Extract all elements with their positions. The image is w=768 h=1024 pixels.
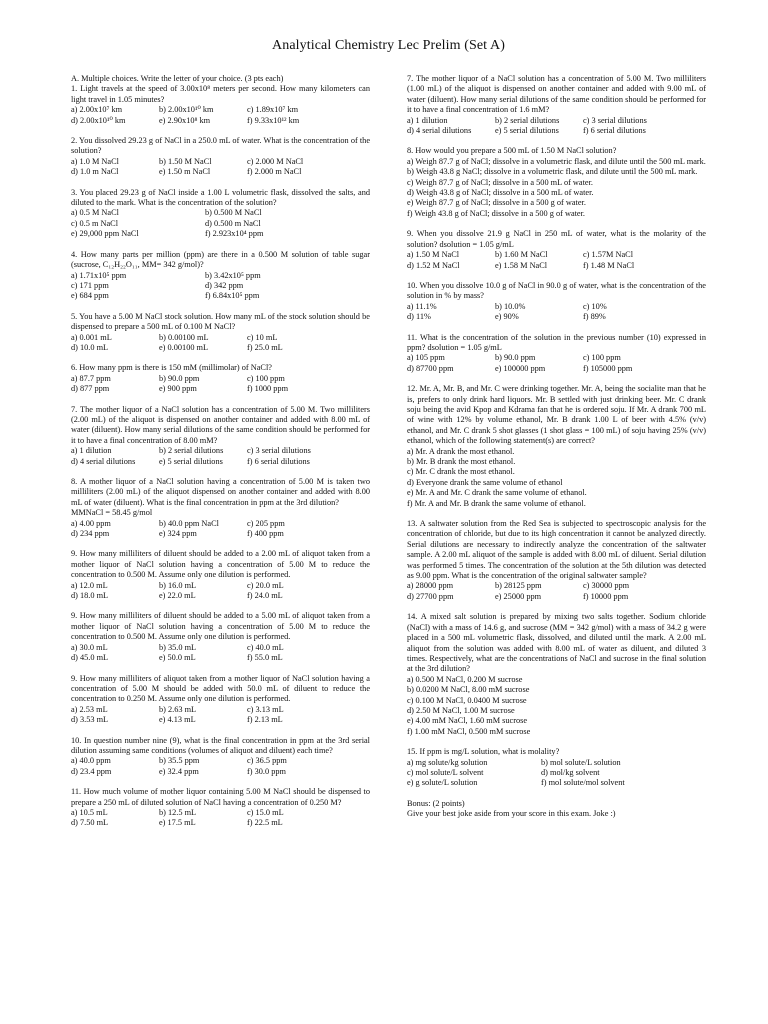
answer-option: f) 25.0 mL [247, 342, 283, 352]
answer-option: e) 1.58 M NaCl [495, 260, 548, 270]
answer-option: d) Everyone drank the same volume of ethanol [407, 477, 563, 487]
question-item [71, 250, 370, 302]
answer-option: b) 1.60 M NaCl [495, 250, 548, 260]
answer-option: e) 5 serial dilutions [495, 126, 559, 136]
answer-option: f) 24.0 mL [247, 591, 283, 601]
answer-option: e) Weigh 87.7 g of NaCl; dissolve in a 500 g of water. [407, 198, 586, 208]
answer-option: a) 2.53 mL [71, 704, 108, 714]
answer-option: e) 900 ppm [159, 384, 197, 394]
answer-option: e) 5 serial dilutions [159, 456, 223, 466]
question-item [71, 136, 370, 178]
answer-option: f) mol solute/mol solvent [541, 778, 625, 788]
answer-options [407, 116, 706, 137]
answer-option: a) 30.0 mL [71, 642, 108, 652]
answer-option: f) Weigh 43.8 g of NaCl; dissolve in a 500 g of water. [407, 208, 585, 218]
answer-option: e) 4.13 mL [159, 715, 196, 725]
answer-option: d) 23.4 ppm [71, 766, 112, 776]
answer-option: d) 27700 ppm [407, 591, 454, 601]
answer-option: d) 11% [407, 312, 431, 322]
answer-option: a) 0.5 M NaCl [71, 208, 119, 218]
answer-option: c) 30000 ppm [583, 581, 630, 591]
answer-option: b) 35.0 mL [159, 642, 197, 652]
question-item [407, 146, 706, 219]
question-text: 2. You dissolved 29.23 g of NaCl in a 250.0 mL of water. What is the concentration of the solution? [71, 136, 370, 156]
question-item [407, 229, 706, 271]
answer-option: a) 0.001 mL [71, 332, 112, 342]
answer-option: b) Weigh 43.8 g NaCl; dissolve in a volumetric flask, and dilute until the 500 mL mark. [407, 167, 698, 177]
question-text: 14. A mixed salt solution is prepared by mixing two salts together. Sodium chloride (NaCl) with a mass of 14.6 g, and sucrose (MM = 342 g/mol) with a mass of 34.2 g were placed in a 500 mL volumetric flask, dissolved, and diluted until the mark. A 2.00 mL aliquot from the solution was added with 8.00 mL of water as diluent, and diluted 3 times. Respectively, what are the concentrations of NaCl and sucrose in the final solution at the 3rd dilution? [407, 612, 706, 674]
question-text: 7. The mother liquor of a NaCl solution has a concentration of 5.00 M. Two milliliters (1.00 mL) of the aliquot is dispensed on another container and added with 9.00 mL of water (diluent). How many serial dilutions of the same condition should be performed for it to have a final concentration of 1.6 mM? [407, 74, 706, 115]
answer-options [71, 333, 370, 354]
instructions: A. Multiple choices. Write the letter of your choice. (3 pts each) [71, 74, 284, 83]
answer-option: c) 20.0 mL [247, 580, 284, 590]
answer-option: a) 11.1% [407, 301, 437, 311]
answer-options [71, 374, 370, 395]
question-text: 4. How many parts per million (ppm) are there in a 0.500 M solution of table sugar (sucrose, C₁₂H₂₂O₁₁, MM= 342 g/mol)? [71, 249, 370, 270]
answer-option: a) 1.71x10⁵ ppm [71, 270, 127, 280]
answer-option: b) 90.0 ppm [159, 373, 200, 383]
answer-option: f) 10000 ppm [583, 591, 629, 601]
answer-option: f) 1.48 M NaCl [583, 260, 635, 270]
answer-option: e) 25000 ppm [495, 591, 542, 601]
answer-option: d) 7.50 mL [71, 818, 109, 828]
columns [71, 74, 706, 839]
answer-option: b) 2.00x10¹⁰ km [159, 105, 214, 115]
answer-option: c) 3 serial dilutions [247, 446, 311, 456]
answer-option: a) 87.7 ppm [71, 373, 111, 383]
answer-option: b) 10.0% [495, 301, 526, 311]
answer-option: b) 12.5 mL [159, 807, 197, 817]
question-item [71, 405, 370, 467]
answer-options [71, 208, 370, 239]
question-text: 3. You placed 29.23 g of NaCl inside a 1.00 L volumetric flask, dissolved the salts, and diluted to the mark. What is the concentration of the solution? [71, 187, 370, 208]
answer-option: a) 105 ppm [407, 353, 445, 363]
question-extra: MMNaCl = 58.45 g/mol [71, 508, 153, 518]
answer-option: c) 100 ppm [247, 373, 285, 383]
bonus-text: Give your best joke aside from your score in this exam. Joke :) [407, 809, 616, 819]
page-title: Analytical Chemistry Lec Prelim (Set A) [272, 38, 505, 53]
question-item [71, 736, 370, 778]
question-item [71, 611, 370, 663]
answer-option: f) 400 ppm [247, 529, 284, 539]
answer-option: c) mol solute/L solvent [407, 767, 484, 777]
answer-option: f) 22.5 mL [247, 818, 283, 828]
answer-option: c) 3 serial dilutions [583, 115, 647, 125]
answer-option: f) 55.0 mL [247, 653, 283, 663]
answer-option: c) 40.0 mL [247, 642, 284, 652]
answer-option: a) Weigh 87.7 g of NaCl; dissolve in a volumetric flask, and dilute until the 500 mL mark. [407, 156, 706, 166]
answer-option: b) 90.0 ppm [495, 353, 536, 363]
answer-option: f) 2.923x10⁴ ppm [205, 229, 264, 239]
answer-option: b) 2 serial dilutions [159, 446, 224, 456]
answer-option: c) 171 ppm [71, 280, 109, 290]
answer-option: a) 10.5 mL [71, 807, 108, 817]
answer-option: d) 1.52 M NaCl [407, 260, 460, 270]
question-item [71, 674, 370, 726]
answer-option: d) 10.0 mL [71, 342, 109, 352]
question-item [407, 281, 706, 323]
answer-option: c) Weigh 87.7 g of NaCl; dissolve in a 500 mL of water. [407, 177, 593, 187]
answer-option: b) 0.500 M NaCl [205, 208, 262, 218]
answer-options [407, 302, 706, 323]
question-item [71, 549, 370, 601]
answer-option: a) 1 dilution [407, 115, 448, 125]
answer-options [407, 675, 706, 737]
answer-option: f) 6.84x10⁵ ppm [205, 291, 260, 301]
answer-option: a) Mr. A drank the most ethanol. [407, 446, 515, 456]
answer-option: e) 2.90x10⁸ km [159, 115, 211, 125]
answer-option: c) 10% [583, 301, 607, 311]
answer-option: b) mol solute/L solution [541, 757, 621, 767]
answer-option: f) 9.33x10¹² km [247, 115, 300, 125]
answer-option: b) 2.63 mL [159, 704, 197, 714]
question-text: 12. Mr. A, Mr. B, and Mr. C were drinking together. Mr. A, being the socialite man that he is, prefers to only drink hard liquors. Mr. B settled with just drinking beer. Mr. C drank soju being the avid Kpop and Kdrama fan that he is ordered soju. If Mr. A drank 700 mL of wine with 12% by volume ethanol, Mr. B drank 1.00 L of beer with 4.5% (v/v) ethanol, and Mr. C drank 5 shot glasses (1 shot glass = 100 mL) of soju having 25% (v/v) ethanol, which of the following statement(s) are correct? [407, 384, 706, 446]
question-text: 15. If ppm is mg/L solution, what is molality? [407, 747, 560, 757]
question-item [407, 519, 706, 602]
question-text: 9. When you dissolve 21.9 g NaCl in 250 mL of water, what is the molarity of the solution? dsolution = 1.05 g/mL [407, 229, 706, 249]
question-item [71, 477, 370, 539]
answer-option: b) 1.50 M NaCl [159, 156, 212, 166]
answer-option: d) Weigh 43.8 g of NaCl; dissolve in a 500 mL of water. [407, 188, 594, 198]
answer-option: d) 877 ppm [71, 384, 110, 394]
answer-options [71, 705, 370, 726]
answer-option: d) 87700 ppm [407, 363, 454, 373]
question-text: 7. The mother liquor of a NaCl solution has a concentration of 5.00 M. Two milliliters (2.00 mL) of the aliquot is dispensed on another container and added with 8.00 mL of water (diluent). How many serial dilutions of the same condition should be performed for it to have a final concentration of 8.00 mM? [71, 404, 370, 445]
answer-option: d) 342 ppm [205, 280, 244, 290]
question-item [71, 312, 370, 354]
answer-options [407, 581, 706, 602]
answer-option: e) 684 ppm [71, 291, 109, 301]
answer-option: d) 0.500 m NaCl [205, 218, 261, 228]
question-text: 8. A mother liquor of a NaCl solution having a concentration of 5.00 M is taken two milliliters (2.00 mL) of the aliquot dispensed on another container and added with 8.00 mL of water (diluent). What is the final concentration in ppm at the 3rd dilution? [71, 477, 370, 507]
answer-option: c) 205 ppm [247, 518, 285, 528]
question-text: 9. How many milliliters of aliquot taken from a mother liquor of NaCl solution having a concentration of 5.00 M should be added with 50.0 mL of diluent to reduce the concentration to 0.250 M. Assume only one dilution is performed. [71, 673, 370, 704]
answer-option: b) 16.0 mL [159, 580, 197, 590]
answer-option: e) 29,000 ppm NaCl [71, 229, 139, 239]
answer-option: c) 100 ppm [583, 353, 621, 363]
answer-option: b) 2 serial dilutions [495, 115, 560, 125]
answer-option: e) 22.0 mL [159, 591, 196, 601]
answer-option: a) mg solute/kg solution [407, 757, 488, 767]
answer-option: a) 40.0 ppm [71, 756, 111, 766]
answer-options [71, 271, 370, 302]
answer-option: b) 35.5 ppm [159, 756, 200, 766]
answer-option: a) 4.00 ppm [71, 518, 111, 528]
answer-option: e) 4.00 mM NaCl, 1.60 mM sucrose [407, 716, 528, 726]
answer-option: e) 50.0 mL [159, 653, 196, 663]
question-text: 8. How would you prepare a 500 mL of 1.50 M NaCl solution? [407, 146, 617, 156]
question-item [71, 787, 370, 829]
answer-options [71, 581, 370, 602]
answer-option: c) 36.5 ppm [247, 756, 287, 766]
question-text: 6. How many ppm is there is 150 mM (millimolar) of NaCl? [71, 363, 272, 373]
answer-option: b) 0.0200 M NaCl, 8.00 mM sucrose [407, 685, 530, 695]
answer-option: d) 2.50 M NaCl, 1.00 M sucrose [407, 705, 515, 715]
answer-option: d) 3.53 mL [71, 715, 109, 725]
answer-option: a) 2.00x10⁷ km [71, 105, 123, 115]
answer-option: b) 40.0 ppm NaCl [159, 518, 219, 528]
answer-option: a) 28000 ppm [407, 581, 454, 591]
answer-option: e) 1.50 m NaCl [159, 167, 211, 177]
question-text: 10. In question number nine (9), what is the final concentration in ppm at the 3rd serial dilution assuming same conditions (volumes of aliquot and diluent) each time? [71, 735, 370, 755]
question-item [71, 84, 370, 126]
answer-option: a) 0.500 M NaCl, 0.200 M sucrose [407, 674, 523, 684]
answer-option: e) 32.4 ppm [159, 766, 199, 776]
question-text: 5. You have a 5.00 M NaCl stock solution. How many mL of the stock solution should be dispensed to prepare a 500 mL of 0.100 M NaCl? [71, 311, 370, 332]
answer-option: d) mol/kg solvent [541, 767, 600, 777]
answer-option: c) Mr. C drank the most ethanol. [407, 467, 515, 477]
answer-option: d) 4 serial dilutions [71, 456, 136, 466]
answer-option: a) 1.0 M NaCl [71, 156, 119, 166]
answer-option: b) 0.00100 mL [159, 332, 209, 342]
answer-options [407, 353, 706, 374]
answer-option: d) 1.0 m NaCl [71, 167, 119, 177]
answer-option: c) 3.13 mL [247, 704, 284, 714]
question-item [71, 363, 370, 394]
answer-option: f) 89% [583, 312, 606, 322]
answer-option: d) 18.0 mL [71, 591, 109, 601]
answer-options [71, 519, 370, 540]
answer-option: e) 17.5 mL [159, 818, 196, 828]
answer-option: c) 2.000 M NaCl [247, 156, 304, 166]
answer-option: c) 1.89x10⁷ km [247, 105, 299, 115]
question-item [407, 74, 706, 136]
answer-option: c) 0.100 M NaCl, 0.0400 M sucrose [407, 695, 527, 705]
answer-option: d) 2.00x10¹⁰ km [71, 115, 126, 125]
answer-option: f) 30.0 ppm [247, 766, 286, 776]
answer-option: c) 0.5 m NaCl [71, 218, 119, 228]
answer-option: e) 324 ppm [159, 529, 197, 539]
answer-options [407, 157, 706, 219]
question-item [71, 188, 370, 240]
answer-option: b) 28125 ppm [495, 581, 542, 591]
answer-option: f) 2.000 m NaCl [247, 167, 302, 177]
answer-option: f) 105000 ppm [583, 363, 633, 373]
bonus-heading: Bonus: (2 points) [407, 798, 465, 808]
question-text: 9. How many milliliters of diluent should be added to a 5.00 mL of aliquot taken from a mother liquor of NaCl solution having a concentration of 5.00 M to reduce the concentration to 0.500 M. Assume only one dilution is performed. [71, 611, 370, 642]
answer-option: c) 1.57M NaCl [583, 250, 634, 260]
answer-option: f) 6 serial dilutions [583, 126, 646, 136]
answer-option: b) 3.42x10⁵ ppm [205, 270, 261, 280]
answer-options [71, 756, 370, 777]
answer-options [71, 157, 370, 178]
answer-option: d) 234 ppm [71, 529, 110, 539]
left-column [71, 74, 370, 839]
question-text: 1. Light travels at the speed of 3.00x10⁸ meters per second. How many kilometers can light travel in 1.05 minutes? [71, 84, 370, 104]
answer-options [407, 447, 706, 509]
question-text: 10. When you dissolve 10.0 g of NaCl in 90.0 g of water, what is the concentration of the solution in % by mass? [407, 280, 706, 301]
question-item [407, 612, 706, 737]
answer-option: f) 2.13 mL [247, 715, 283, 725]
answer-option: e) Mr. A and Mr. C drank the same volume of ethanol. [407, 488, 587, 498]
answer-option: a) 12.0 mL [71, 580, 108, 590]
bonus-section [407, 799, 706, 820]
question-text: 9. How many milliliters of diluent should be added to a 2.00 mL of aliquot taken from a mother liquor of NaCl solution having a concentration of 5.00 M to reduce the concentration to 0.500 M. Assume only one dilution is performed. [71, 549, 370, 580]
answer-options [407, 758, 706, 789]
answer-option: e) 90% [495, 312, 519, 322]
question-text: 13. A saltwater solution from the Red Sea is subjected to spectroscopic analysis for the concentration of chloride, but due to its high concentration it cannot be analyzed directly. Serial dilutions are necessary to indirectly analyze the concentration of the saltwater sample. A 2.00 mL aliquot of the sample is added with 8.00 mL of diluent. Serial dilution was performed 5 times. The concentration of the solution at the 5th dilution was detected as 9.00 ppm. What is the concentration of the original saltwater sample? [407, 519, 706, 581]
answer-option: e) 100000 ppm [495, 363, 546, 373]
answer-option: b) Mr. B drank the most ethanol. [407, 457, 516, 466]
answer-option: c) 15.0 mL [247, 807, 284, 817]
question-item [407, 384, 706, 509]
answer-option: c) 10 mL [247, 332, 278, 342]
question-item [407, 333, 706, 375]
answer-option: f) 6 serial dilutions [247, 456, 310, 466]
answer-option: e) 0.00100 mL [159, 342, 209, 352]
answer-options [71, 446, 370, 467]
answer-option: e) g solute/L solution [407, 778, 478, 788]
answer-options [71, 643, 370, 664]
question-text: 11. How much volume of mother liquor containing 5.00 M NaCl should be dispensed to prepare a 250 mL of diluted solution of NaCl having a concentration of 0.250 M? [71, 787, 370, 807]
answer-option: d) 4 serial dilutions [407, 126, 472, 136]
answer-option: f) 1.00 mM NaCl, 0.500 mM sucrose [407, 726, 531, 736]
answer-option: f) 1000 ppm [247, 384, 289, 394]
right-column [407, 74, 706, 839]
answer-options [407, 250, 706, 271]
answer-option: f) Mr. A and Mr. B drank the same volume of ethanol. [407, 498, 586, 508]
answer-option: a) 1.50 M NaCl [407, 250, 460, 260]
answer-options [71, 105, 370, 126]
answer-options [71, 808, 370, 829]
question-text: 11. What is the concentration of the solution in the previous number (10) expressed in ppm? dsolution = 1.05 g/mL [407, 332, 706, 352]
answer-option: a) 1 dilution [71, 446, 112, 456]
question-item [407, 747, 706, 789]
answer-option: d) 45.0 mL [71, 653, 109, 663]
